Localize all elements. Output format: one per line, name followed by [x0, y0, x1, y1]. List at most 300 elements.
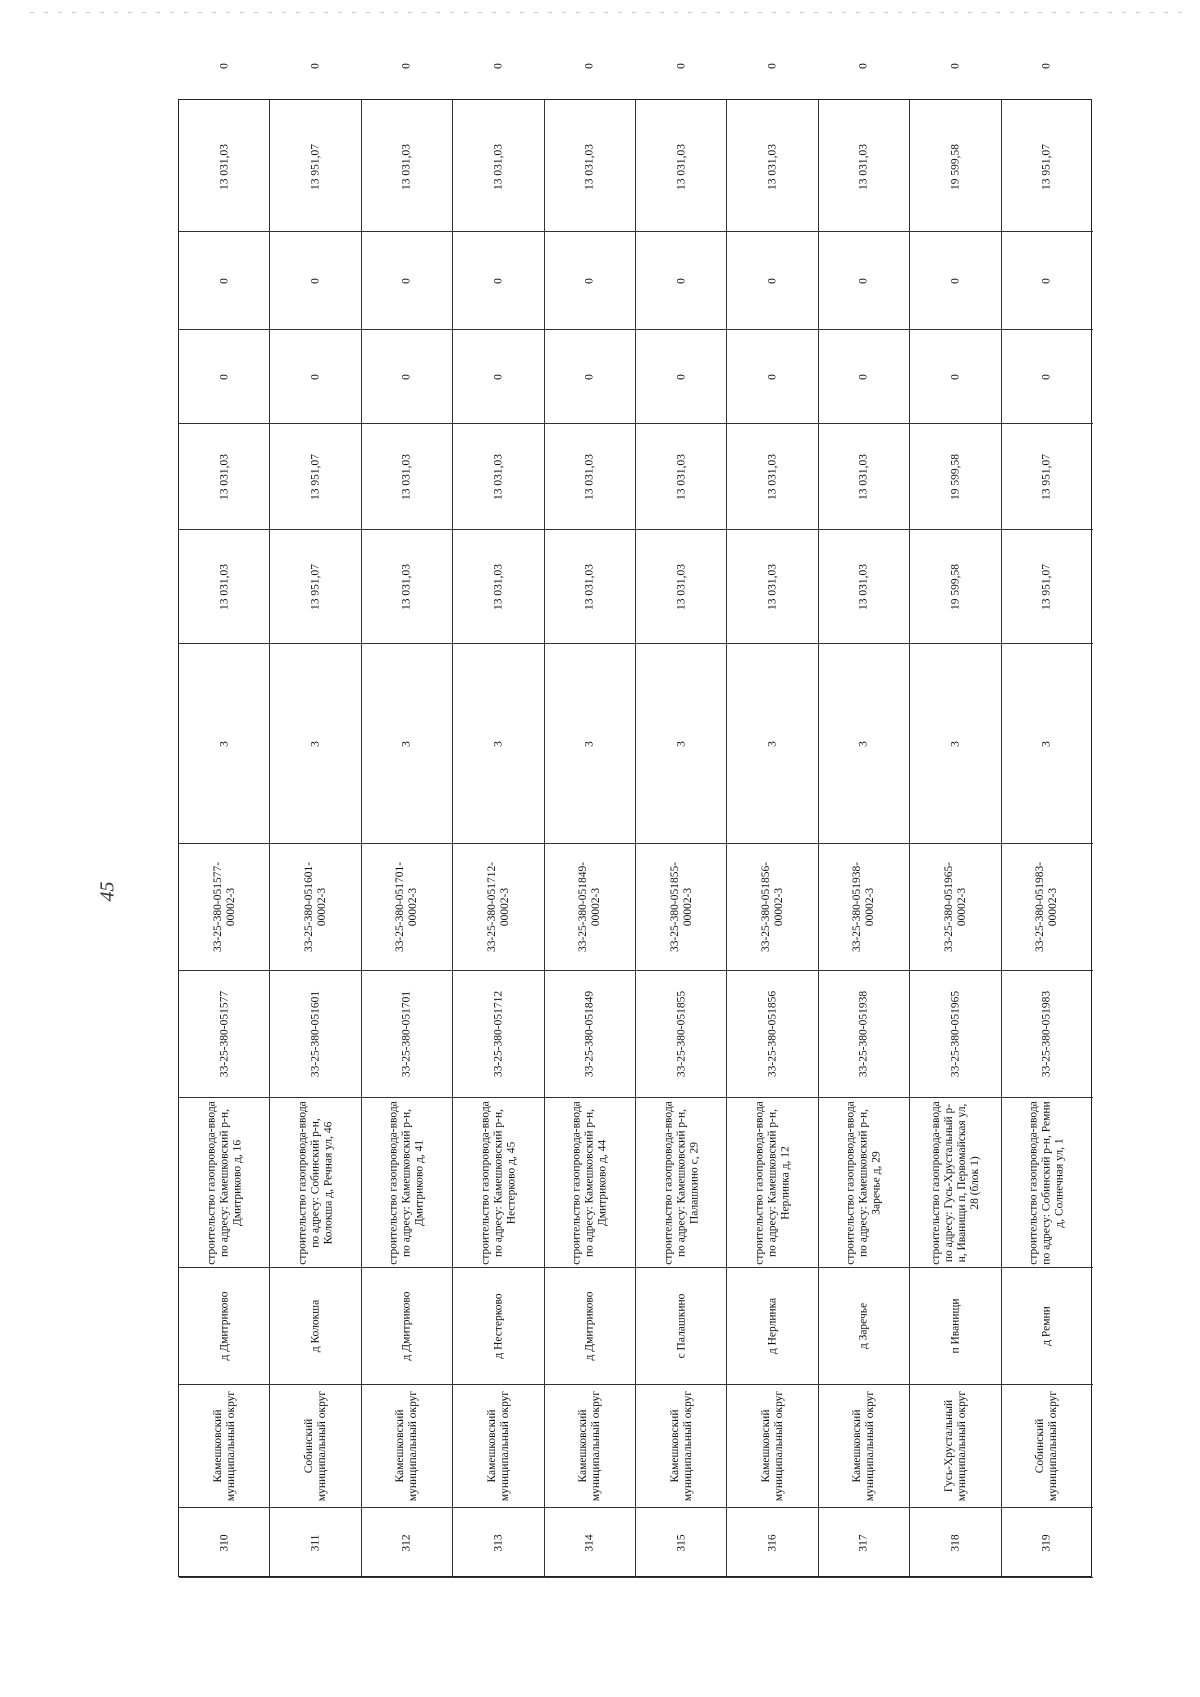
value-4-cell [270, 232, 361, 330]
locality-cell [179, 1268, 270, 1385]
locality-text: д Дмитриково [218, 1291, 231, 1361]
district-text: Камешковский муниципальный округ [211, 1390, 237, 1502]
code-cell [636, 844, 727, 971]
code-cell [727, 844, 818, 971]
scan-dot [954, 12, 958, 13]
scan-dot [996, 12, 1000, 13]
cadastral-cell [179, 971, 270, 1098]
scan-dot [590, 12, 594, 13]
scan-dot [674, 12, 678, 13]
value-6-text: 0 [857, 63, 870, 69]
code-cell [910, 844, 1001, 971]
value-1-text: 13 031,03 [857, 563, 870, 610]
scan-dot [170, 12, 174, 13]
value-1-cell [362, 530, 453, 644]
object-text: строительство газопровода-ввода по адресу: Собинский р-н, Ремни д, Солнечная ул, 1 [1027, 1100, 1066, 1265]
district-text: Камешковский муниципальный округ [577, 1390, 603, 1502]
row-number-text: 319 [1040, 1533, 1053, 1552]
value-6-text: 0 [583, 63, 596, 69]
value-3-cell [910, 330, 1001, 424]
scan-dot [58, 12, 62, 13]
row-number-text: 314 [583, 1533, 596, 1552]
code-text: 33-25-380-051577-00002-3 [211, 861, 237, 953]
scan-dot [254, 12, 258, 13]
value-4-text: 0 [949, 277, 962, 284]
scan-dot [576, 12, 580, 13]
value-4-text: 0 [675, 277, 688, 284]
district-cell [179, 1385, 270, 1508]
row-number-cell [910, 1508, 1001, 1578]
value-3-cell [270, 330, 361, 424]
cadastral-cell [819, 971, 910, 1098]
scan-dot [436, 12, 440, 13]
district-text: Собинский муниципальный округ [1034, 1390, 1060, 1502]
district-text: Камешковский муниципальный округ [760, 1390, 786, 1502]
value-2-text: 13 031,03 [492, 453, 505, 500]
scan-dot [940, 12, 944, 13]
type-text: 3 [857, 740, 870, 747]
district-cell [727, 1385, 818, 1508]
value-5-cell [819, 102, 910, 232]
type-text: 3 [583, 740, 596, 747]
value-6-cell [453, 30, 544, 102]
row-number-cell [819, 1508, 910, 1578]
value-5-text: 13 031,03 [218, 143, 231, 190]
cadastral-text: 33-25-380-051849 [583, 990, 596, 1078]
type-cell [1002, 644, 1093, 844]
scan-dot [1108, 12, 1112, 13]
value-2-text: 19 599,58 [949, 453, 962, 500]
code-cell [362, 844, 453, 971]
value-5-text: 13 951,07 [309, 143, 322, 190]
table-row [1002, 63, 1093, 1578]
code-text: 33-25-380-051856-00002-3 [760, 861, 786, 953]
scan-dot [1094, 12, 1098, 13]
object-text: строительство газопровода-ввода по адресу: Камешковский р-н, Дмитриково д, 41 [387, 1100, 426, 1265]
scan-dot [492, 12, 496, 13]
value-6-text: 0 [400, 63, 413, 69]
object-text: строительство газопровода-ввода по адресу: Камешковский р-н, Заречье д, 29 [844, 1100, 883, 1265]
scan-dots [0, 0, 1200, 20]
locality-cell [727, 1268, 818, 1385]
scan-dot [464, 12, 468, 13]
scan-dot [772, 12, 776, 13]
scan-dot [618, 12, 622, 13]
value-4-cell [545, 232, 636, 330]
scan-dot [968, 12, 972, 13]
value-5-text: 13 951,07 [1040, 143, 1053, 190]
type-text: 3 [766, 740, 779, 747]
district-text: Камешковский муниципальный округ [394, 1390, 420, 1502]
value-3-text: 0 [492, 373, 505, 380]
value-1-text: 13 031,03 [218, 563, 231, 610]
value-1-cell [545, 530, 636, 644]
value-5-cell [910, 102, 1001, 232]
type-text: 3 [949, 740, 962, 747]
cadastral-cell [727, 971, 818, 1098]
object-text: строительство газопровода-ввода по адресу: Собинский р-н, Колокша д, Речная ул, 46 [296, 1100, 335, 1265]
code-cell [179, 844, 270, 971]
row-number-text: 317 [857, 1533, 870, 1552]
code-text: 33-25-380-051601-00002-3 [303, 861, 329, 953]
scan-dot [86, 12, 90, 13]
value-6-cell [727, 30, 818, 102]
value-3-text: 0 [675, 373, 688, 380]
value-4-text: 0 [492, 277, 505, 284]
value-1-text: 13 951,07 [1040, 563, 1053, 610]
scan-dot [324, 12, 328, 13]
value-5-cell [1002, 102, 1093, 232]
district-cell [453, 1385, 544, 1508]
value-1-text: 13 031,03 [766, 563, 779, 610]
scan-dot [1066, 12, 1070, 13]
table-row [636, 63, 727, 1578]
scan-dot [688, 12, 692, 13]
page-number: 45 [96, 881, 119, 902]
value-2-text: 13 951,07 [1040, 453, 1053, 500]
scan-dot [548, 12, 552, 13]
object-cell [727, 1098, 818, 1268]
table-row [910, 63, 1001, 1578]
value-5-cell [545, 102, 636, 232]
value-5-text: 13 031,03 [492, 143, 505, 190]
object-cell [270, 1098, 361, 1268]
value-1-text: 13 951,07 [309, 563, 322, 610]
scan-dot [226, 12, 230, 13]
value-6-cell [636, 30, 727, 102]
locality-text: д Колокша [309, 1299, 322, 1353]
code-text: 33-25-380-051712-00002-3 [485, 861, 511, 953]
scan-dot [632, 12, 636, 13]
scan-dot [744, 12, 748, 13]
code-text: 33-25-380-051938-00002-3 [851, 861, 877, 953]
value-6-text: 0 [949, 63, 962, 69]
object-cell [179, 1098, 270, 1268]
value-2-text: 13 031,03 [583, 453, 596, 500]
value-3-text: 0 [1040, 373, 1053, 380]
value-1-cell [453, 530, 544, 644]
district-cell [819, 1385, 910, 1508]
district-text: Камешковский муниципальный округ [851, 1390, 877, 1502]
value-6-cell [270, 30, 361, 102]
scan-dot [114, 12, 118, 13]
scan-dot [842, 12, 846, 13]
value-1-cell [636, 530, 727, 644]
value-6-text: 0 [675, 63, 688, 69]
scan-dot [338, 12, 342, 13]
value-1-text: 19 599,58 [949, 563, 962, 610]
value-6-text: 0 [309, 63, 322, 69]
value-5-cell [727, 102, 818, 232]
scan-dot [408, 12, 412, 13]
district-text: Собинский муниципальный округ [303, 1390, 329, 1502]
value-6-cell [179, 30, 270, 102]
locality-text: д Заречье [857, 1302, 870, 1350]
scan-dot [282, 12, 286, 13]
code-cell [1002, 844, 1093, 971]
locality-cell [819, 1268, 910, 1385]
value-4-text: 0 [766, 277, 779, 284]
value-6-text: 0 [492, 63, 505, 69]
code-text: 33-25-380-051983-00002-3 [1034, 861, 1060, 953]
value-3-text: 0 [400, 373, 413, 380]
cadastral-text: 33-25-380-051701 [400, 990, 413, 1078]
locality-text: п Иванищи [949, 1298, 962, 1354]
type-cell [727, 644, 818, 844]
scan-dot [660, 12, 664, 13]
value-5-cell [636, 102, 727, 232]
value-5-text: 13 031,03 [857, 143, 870, 190]
district-cell [270, 1385, 361, 1508]
district-text: Камешковский муниципальный округ [668, 1390, 694, 1502]
value-6-cell [819, 30, 910, 102]
object-cell [362, 1098, 453, 1268]
locality-cell [636, 1268, 727, 1385]
table-row [545, 63, 636, 1578]
value-2-cell [1002, 424, 1093, 530]
scan-dot [44, 12, 48, 13]
value-4-cell [727, 232, 818, 330]
value-4-text: 0 [857, 277, 870, 284]
scan-dot [1024, 12, 1028, 13]
locality-text: д Нестерково [492, 1293, 505, 1359]
district-text: Гусь-Хрустальный муниципальный округ [942, 1390, 968, 1502]
value-2-text: 13 031,03 [675, 453, 688, 500]
value-5-cell [179, 102, 270, 232]
type-cell [819, 644, 910, 844]
scan-dot [478, 12, 482, 13]
value-4-text: 0 [218, 277, 231, 284]
type-cell [453, 644, 544, 844]
table-row [179, 63, 270, 1578]
value-3-cell [636, 330, 727, 424]
scan-dot [366, 12, 370, 13]
value-2-text: 13 951,07 [309, 453, 322, 500]
row-number-text: 315 [675, 1533, 688, 1552]
object-cell [453, 1098, 544, 1268]
row-number-text: 313 [492, 1533, 505, 1552]
value-5-text: 13 031,03 [583, 143, 596, 190]
table-row [362, 63, 453, 1578]
object-cell [910, 1098, 1001, 1268]
scan-dot [30, 12, 34, 13]
value-5-text: 19 599,58 [949, 143, 962, 190]
cadastral-text: 33-25-380-051855 [675, 990, 688, 1078]
object-text: строительство газопровода-ввода по адресу: Камешковский р-н, Дмитриково д, 44 [570, 1100, 609, 1265]
value-1-cell [270, 530, 361, 644]
cadastral-cell [545, 971, 636, 1098]
object-cell [545, 1098, 636, 1268]
value-6-text: 0 [218, 63, 231, 69]
object-text: строительство газопровода-ввода по адресу: Гусь-Хрустальный р-н, Иванищи п, Первомайская ул, 28 (блок 1) [929, 1100, 981, 1265]
value-2-cell [270, 424, 361, 530]
district-cell [545, 1385, 636, 1508]
cadastral-text: 33-25-380-051601 [309, 990, 322, 1078]
value-3-cell [545, 330, 636, 424]
code-cell [819, 844, 910, 971]
scan-dot [394, 12, 398, 13]
value-4-cell [453, 232, 544, 330]
value-4-text: 0 [583, 277, 596, 284]
scan-dot [1164, 12, 1168, 13]
scan-dot [128, 12, 132, 13]
value-1-text: 13 031,03 [583, 563, 596, 610]
value-3-text: 0 [583, 373, 596, 380]
value-5-cell [453, 102, 544, 232]
value-2-cell [636, 424, 727, 530]
value-5-cell [270, 102, 361, 232]
scan-dot [800, 12, 804, 13]
type-text: 3 [218, 740, 231, 747]
cadastral-cell [453, 971, 544, 1098]
scan-dot [198, 12, 202, 13]
type-cell [910, 644, 1001, 844]
value-1-cell [910, 530, 1001, 644]
value-6-cell [362, 30, 453, 102]
scan-dot [1052, 12, 1056, 13]
value-2-text: 13 031,03 [400, 453, 413, 500]
value-2-cell [362, 424, 453, 530]
row-number-cell [453, 1508, 544, 1578]
value-5-text: 13 031,03 [400, 143, 413, 190]
value-3-text: 0 [218, 373, 231, 380]
type-cell [270, 644, 361, 844]
value-1-cell [727, 530, 818, 644]
type-text: 3 [1040, 740, 1053, 747]
cadastral-cell [910, 971, 1001, 1098]
scan-dot [982, 12, 986, 13]
scan-dot [450, 12, 454, 13]
value-1-text: 13 031,03 [492, 563, 505, 610]
locality-cell [545, 1268, 636, 1385]
locality-text: д Дмитриково [400, 1291, 413, 1361]
district-cell [362, 1385, 453, 1508]
scan-dot [1150, 12, 1154, 13]
value-5-text: 13 031,03 [675, 143, 688, 190]
type-text: 3 [492, 740, 505, 747]
scan-dot [380, 12, 384, 13]
row-number-text: 310 [218, 1533, 231, 1552]
scan-dot [926, 12, 930, 13]
locality-text: д Нерлинка [766, 1297, 779, 1355]
locality-text: д Дмитриково [583, 1291, 596, 1361]
cadastral-cell [1002, 971, 1093, 1098]
scan-dot [212, 12, 216, 13]
cadastral-text: 33-25-380-051983 [1040, 990, 1053, 1078]
scan-dot [142, 12, 146, 13]
value-6-text: 0 [1040, 63, 1053, 69]
scan-dot [72, 12, 76, 13]
value-4-cell [819, 232, 910, 330]
scan-dot [716, 12, 720, 13]
scan-dot [240, 12, 244, 13]
value-1-text: 13 031,03 [400, 563, 413, 610]
scan-dot [828, 12, 832, 13]
scan-dot [422, 12, 426, 13]
object-text: строительство газопровода-ввода по адресу: Камешковский р-н, Палашкино с, 29 [662, 1100, 701, 1265]
value-2-text: 13 031,03 [218, 453, 231, 500]
locality-text: с Палашкино [675, 1293, 688, 1359]
row-number-cell [636, 1508, 727, 1578]
district-cell [1002, 1385, 1093, 1508]
value-2-cell [179, 424, 270, 530]
scan-dot [1010, 12, 1014, 13]
value-1-text: 13 031,03 [675, 563, 688, 610]
scan-dot [898, 12, 902, 13]
value-6-text: 0 [766, 63, 779, 69]
table-row [270, 63, 361, 1578]
scan-dot [702, 12, 706, 13]
scan-dot [814, 12, 818, 13]
code-text: 33-25-380-051855-00002-3 [668, 861, 694, 953]
object-text: строительство газопровода-ввода по адресу: Камешковский р-н, Нестерково д, 45 [479, 1100, 518, 1265]
cadastral-cell [270, 971, 361, 1098]
code-text: 33-25-380-051701-00002-3 [394, 861, 420, 953]
object-cell [1002, 1098, 1093, 1268]
value-4-cell [636, 232, 727, 330]
object-text: строительство газопровода-ввода по адресу: Камешковский р-н, Нерлинка д, 12 [753, 1100, 792, 1265]
code-cell [270, 844, 361, 971]
locality-text: д Ремни [1040, 1306, 1053, 1346]
type-cell [545, 644, 636, 844]
value-3-text: 0 [949, 373, 962, 380]
value-1-cell [179, 530, 270, 644]
row-number-cell [362, 1508, 453, 1578]
scan-dot [310, 12, 314, 13]
locality-cell [362, 1268, 453, 1385]
value-3-cell [362, 330, 453, 424]
value-4-text: 0 [309, 277, 322, 284]
scan-dot [730, 12, 734, 13]
scan-dot [352, 12, 356, 13]
value-3-text: 0 [309, 373, 322, 380]
scan-dot [562, 12, 566, 13]
value-2-cell [545, 424, 636, 530]
value-2-cell [727, 424, 818, 530]
district-cell [636, 1385, 727, 1508]
object-text: строительство газопровода-ввода по адресу: Камешковский р-н, Дмитриково д, 16 [205, 1100, 244, 1265]
cadastral-text: 33-25-380-051938 [857, 990, 870, 1078]
value-2-cell [910, 424, 1001, 530]
scan-dot [1122, 12, 1126, 13]
scan-dot [604, 12, 608, 13]
scan-dot [786, 12, 790, 13]
cadastral-text: 33-25-380-051965 [949, 990, 962, 1078]
type-text: 3 [675, 740, 688, 747]
value-3-cell [727, 330, 818, 424]
value-6-cell [1002, 30, 1093, 102]
cadastral-text: 33-25-380-051856 [766, 990, 779, 1078]
scan-dot [268, 12, 272, 13]
scan-dot [870, 12, 874, 13]
code-text: 33-25-380-051849-00002-3 [577, 861, 603, 953]
cadastral-cell [362, 971, 453, 1098]
value-6-cell [910, 30, 1001, 102]
value-3-cell [453, 330, 544, 424]
cadastral-text: 33-25-380-051712 [492, 990, 505, 1078]
object-cell [819, 1098, 910, 1268]
scan-dot [1178, 12, 1182, 13]
value-6-cell [545, 30, 636, 102]
row-number-text: 318 [949, 1533, 962, 1552]
row-number-cell [1002, 1508, 1093, 1578]
value-2-cell [819, 424, 910, 530]
scan-dot [646, 12, 650, 13]
value-2-cell [453, 424, 544, 530]
value-4-text: 0 [1040, 277, 1053, 284]
table-row [727, 63, 818, 1578]
locality-cell [910, 1268, 1001, 1385]
